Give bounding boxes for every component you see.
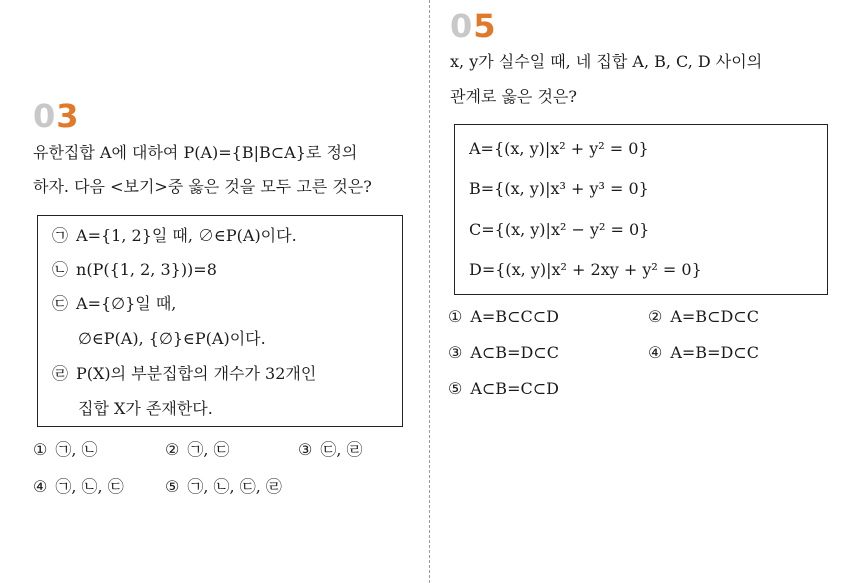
q03-option-4[interactable] <box>33 477 124 497</box>
option-number: ③ <box>448 343 463 362</box>
q03-box-item-1-text: A={1, 2}일 때, ∅∈P(A)이다. <box>76 226 297 245</box>
q03-stem-line-2: 하자. 다음 <보기>중 옳은 것을 모두 고른 것은? <box>33 177 372 196</box>
q03-stem-line-1: 유한집합 A에 대하여 P(A)={B|B⊂A}로 정의 <box>33 143 358 162</box>
question-number-05 <box>450 7 497 45</box>
q03-option-3[interactable] <box>298 440 363 460</box>
option-number: ⑤ <box>165 477 180 496</box>
q05-stem-line-2: 관계로 옳은 것은? <box>450 87 577 106</box>
q05-set-c-definition: C={(x, y)|x² − y² = 0} <box>469 220 650 239</box>
question-number-03 <box>33 97 80 135</box>
question-number-prefix: 0 <box>450 7 474 45</box>
circled-giyeok-mark: ㉠ <box>52 226 69 245</box>
q05-option-4[interactable] <box>648 343 759 363</box>
option-text: ㉢, ㉣ <box>320 440 363 459</box>
q03-option-1[interactable] <box>33 440 98 460</box>
circled-rieul-mark: ㉣ <box>52 364 69 383</box>
q03-box-item-1 <box>52 226 297 246</box>
option-text: A=B⊂C⊂D <box>470 307 559 326</box>
q05-option-5[interactable] <box>448 379 559 399</box>
option-text: A=B⊂D⊂C <box>670 307 759 326</box>
q03-box-item-3 <box>52 294 176 314</box>
q03-box-item-4-text-line-1: P(X)의 부분집합의 개수가 32개인 <box>76 364 317 383</box>
q05-stem-line-1: x, y가 실수일 때, 네 집합 A, B, C, D 사이의 <box>450 52 763 71</box>
q03-box-item-4 <box>52 364 316 384</box>
question-number-digit: 5 <box>473 7 497 45</box>
q03-box-item-3-text-line-1: A={∅}일 때, <box>76 294 177 313</box>
option-number: ② <box>165 440 180 459</box>
q05-set-b-definition: B={(x, y)|x³ + y³ = 0} <box>469 179 649 198</box>
q05-option-3[interactable] <box>448 343 559 363</box>
q03-box-item-2-text: n(P({1, 2, 3}))=8 <box>76 260 217 279</box>
option-text: ㉠, ㉡ <box>55 440 98 459</box>
circled-nieun-mark: ㉡ <box>52 260 69 279</box>
question-number-prefix: 0 <box>33 97 57 135</box>
q05-set-a-definition: A={(x, y)|x² + y² = 0} <box>469 139 649 158</box>
option-number: ② <box>648 307 663 326</box>
column-divider <box>429 0 430 583</box>
option-text: ㉠, ㉡, ㉢, ㉣ <box>187 477 282 496</box>
q05-definition-box <box>454 124 828 295</box>
option-number: ⑤ <box>448 379 463 398</box>
option-text: A⊂B=C⊂D <box>470 379 559 398</box>
q03-box-item-3-line-2: ∅∈P(A), {∅}∈P(A)이다. <box>78 329 266 348</box>
option-text: A⊂B=D⊂C <box>470 343 559 362</box>
q03-example-box <box>37 215 403 427</box>
option-text: ㉠, ㉢ <box>187 440 230 459</box>
option-text: A=B=D⊂C <box>670 343 759 362</box>
q03-box-item-2 <box>52 260 217 280</box>
option-number: ④ <box>33 477 48 496</box>
q03-option-2[interactable] <box>165 440 230 460</box>
option-text: ㉠, ㉡, ㉢ <box>55 477 124 496</box>
q03-option-5[interactable] <box>165 477 282 497</box>
option-number: ④ <box>648 343 663 362</box>
q05-set-d-definition: D={(x, y)|x² + 2xy + y² = 0} <box>469 260 702 279</box>
circled-digeut-mark: ㉢ <box>52 294 69 313</box>
q05-option-2[interactable] <box>648 307 759 327</box>
option-number: ① <box>33 440 48 459</box>
option-number: ③ <box>298 440 313 459</box>
question-number-digit: 3 <box>56 97 80 135</box>
q05-option-1[interactable] <box>448 307 559 327</box>
option-number: ① <box>448 307 463 326</box>
q03-box-item-4-line-2: 집합 X가 존재한다. <box>78 399 213 418</box>
